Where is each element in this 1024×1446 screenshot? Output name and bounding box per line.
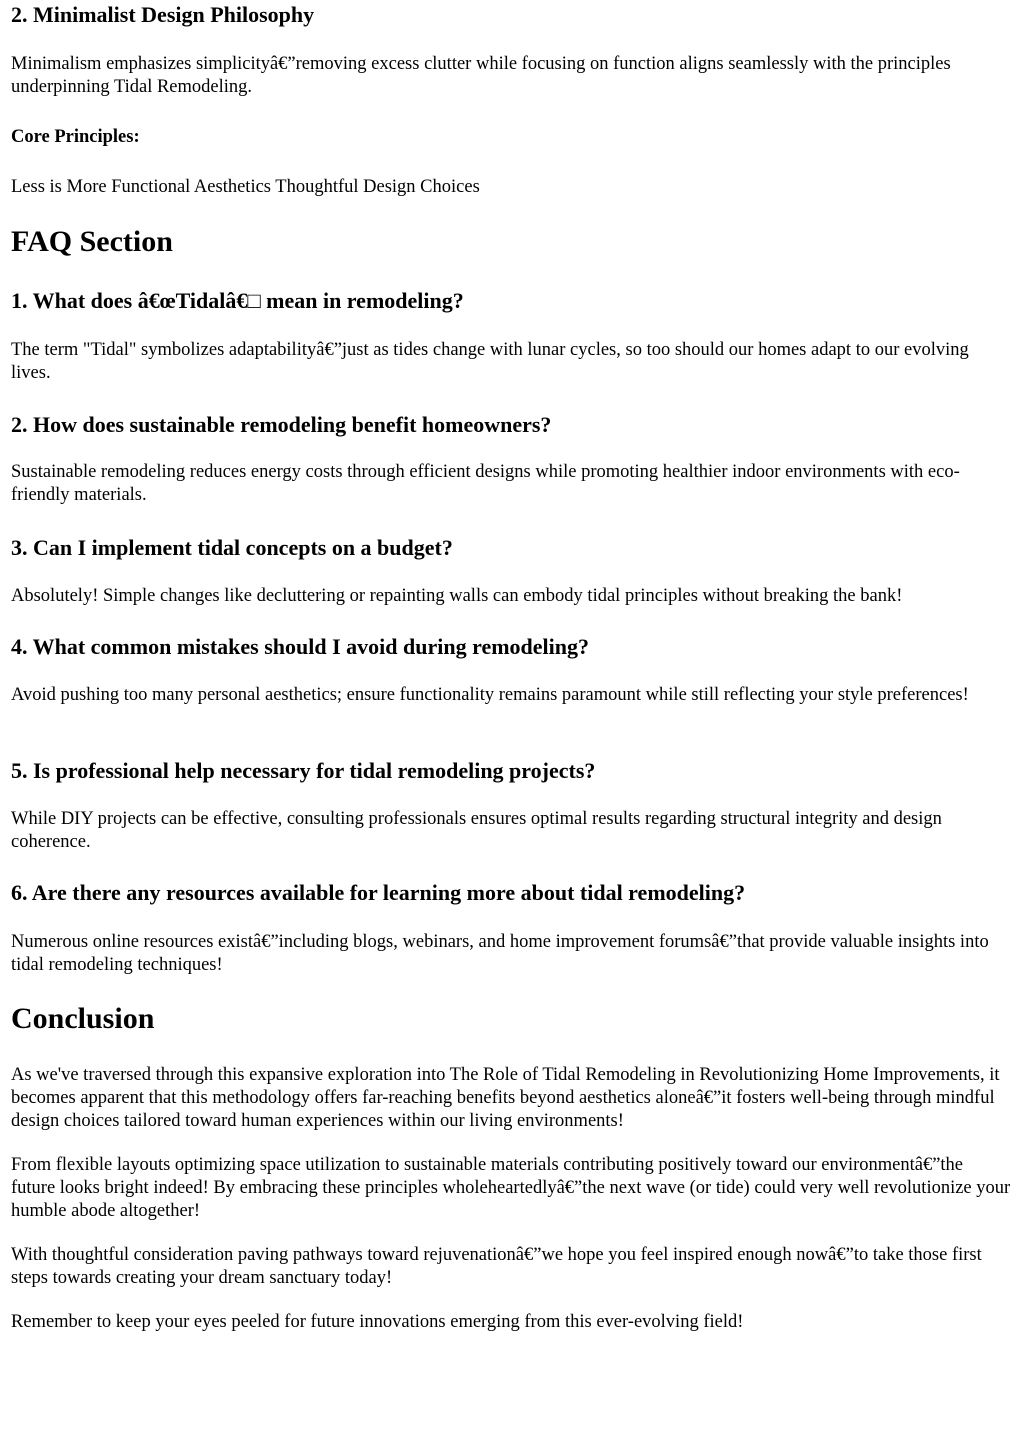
faq-answer: Avoid pushing too many personal aesthetics; ensure functionality remains paramount while still reflecting your style preferences!: [11, 685, 969, 705]
core-principles-list: Less is More Functional Aesthetics Thoughtful Design Choices: [11, 177, 480, 197]
faq-title: FAQ Section: [11, 225, 173, 258]
minimalist-body: Minimalism emphasizes simplicityâ€”removing excess clutter while focusing on function aligns seamlessly with the principles underpinning Tidal Remodeling.: [11, 54, 951, 97]
faq-answer: Numerous online resources existâ€”including blogs, webinars, and home improvement forumsâ€”that provide valuable insights into tidal remodeling techniques!: [11, 932, 989, 975]
faq-question: 1. What does â€œTidalâ€□ mean in remodeling?: [11, 288, 464, 313]
conclusion-paragraph: From flexible layouts optimizing space utilization to sustainable materials contributing positively toward our environmentâ€”the future looks bright indeed! By embracing these principles wholeheartedlyâ€”the next wave (or tide) could very well revolutionize your humble abode altogether!: [11, 1155, 1011, 1221]
faq-answer: While DIY projects can be effective, consulting professionals ensures optimal results regarding structural integrity and design coherence.: [11, 809, 942, 852]
faq-question: 4. What common mistakes should I avoid during remodeling?: [11, 634, 589, 659]
faq-question: 2. How does sustainable remodeling benefit homeowners?: [11, 412, 552, 437]
faq-answer: Absolutely! Simple changes like decluttering or repainting walls can embody tidal principles without breaking the bank!: [11, 586, 903, 606]
faq-question: 5. Is professional help necessary for tidal remodeling projects?: [11, 758, 596, 783]
conclusion-title: Conclusion: [11, 1002, 155, 1035]
faq-question: 6. Are there any resources available for learning more about tidal remodeling?: [11, 880, 746, 905]
core-principles-label: Core Principles:: [11, 127, 140, 147]
faq-answer: Sustainable remodeling reduces energy costs through efficient designs while promoting healthier indoor environments with eco-friendly materials.: [11, 462, 960, 505]
minimalist-heading: 2. Minimalist Design Philosophy: [11, 2, 315, 27]
faq-question: 3. Can I implement tidal concepts on a budget?: [11, 535, 453, 560]
conclusion-paragraph: As we've traversed through this expansive exploration into The Role of Tidal Remodeling in Revolutionizing Home Improvements, it becomes apparent that this methodology offers far-reaching benefits beyond aesthetics aloneâ€”it fosters well-being through mindful design choices tailored toward human experiences within our living environments!: [11, 1065, 1000, 1131]
faq-answer: The term "Tidal" symbolizes adaptabilityâ€”just as tides change with lunar cycles, so too should our homes adapt to our evolving lives.: [11, 340, 969, 383]
conclusion-paragraph: Remember to keep your eyes peeled for future innovations emerging from this ever-evolving field!: [11, 1312, 744, 1332]
conclusion-paragraph: With thoughtful consideration paving pathways toward rejuvenationâ€”we hope you feel inspired enough nowâ€”to take those first steps towards creating your dream sanctuary today!: [11, 1245, 982, 1288]
